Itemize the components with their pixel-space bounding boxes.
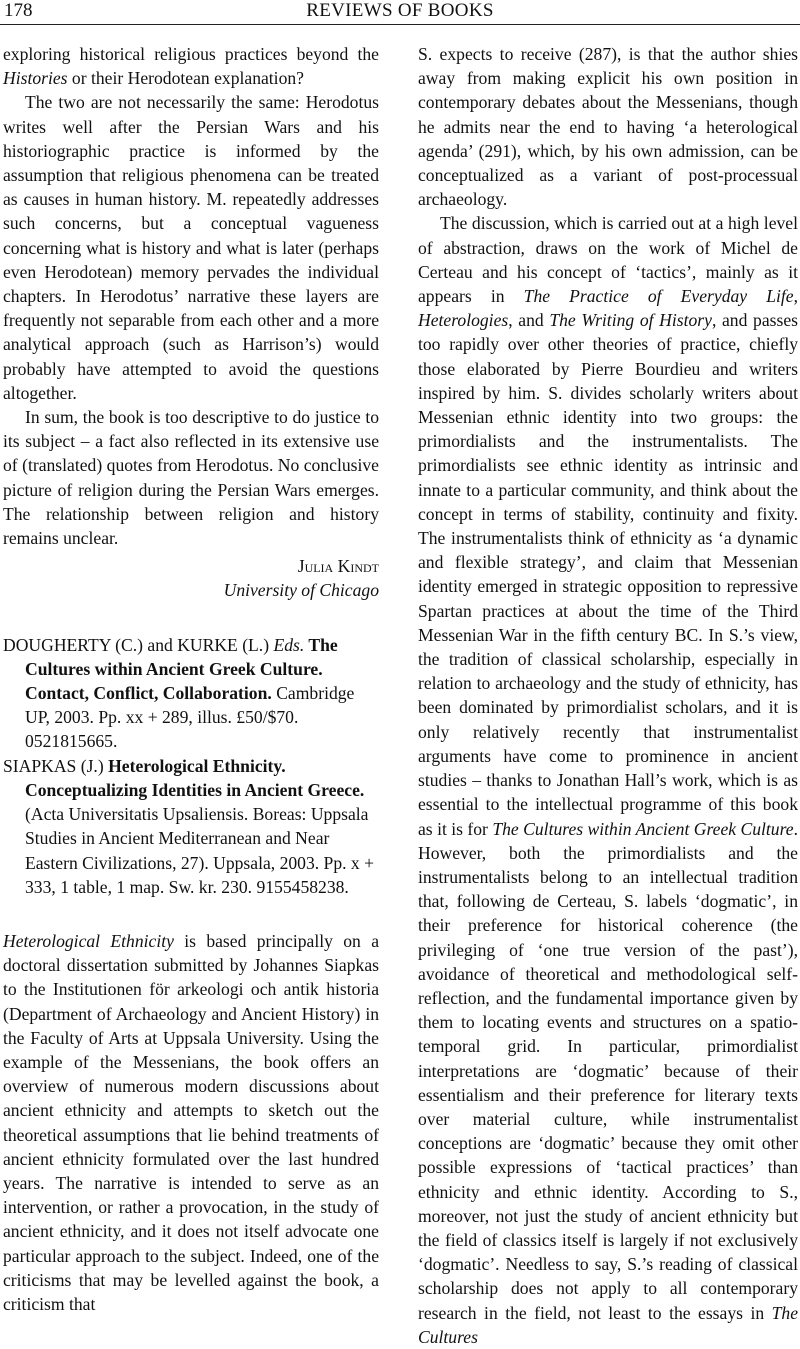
bibliographic-entry: DOUGHERTY (C.) and KURKE (L.) Eds. The Cultures within Ancient Greek Culture. Contact, Conflict, Collaboration. Cambridge UP, 2003. Pp. xx + 289, illus. £50/$70. 0521815665. <box>3 634 355 752</box>
running-header <box>0 0 800 25</box>
italic-title: Heterologies <box>418 310 509 331</box>
italic-title: The Cultures within Ancient Greek Culture <box>492 818 794 839</box>
reviewer-name: Julia Kindt <box>297 556 379 577</box>
paragraph: The discussion, which is carried out at a high level of abstraction, draws on the work of Michel de Certeau and his concept of ‘tactics’, mainly as it appears in The Practice of Everyday Life, Heterologies, and The Writing of History, and passes too rapidly over other theories of practice, chiefly those elaborated by Pierre Bourdieu and writers inspired by him. S. divides scholarly writers about Messenian ethnic identity into two groups: the primordialists and the instrumentalists. The primordialists see ethnic identity as intrinsic and innate to a particular community, and think about the concept in terms of stability, continuity and fixity. The instrumentalists think of ethnicity as ‘a dynamic and flexible strategy’, and claim that Messenian identity emerged in strategic opposition to repressive Spartan practices at about the time of the Third Messenian War in the fifth century BC. In S.’s view, the tradition of classical scholarship, especially in relation to archaeology and the study of ethnicity, has been dominated by primordialist scholars, and it is only relatively recently that instrumentalist arguments have come to prominence in ancient studies – thanks to Jonathan Hall’s work, which is as essential to the intellectual programme of this book as it is for The Cultures within Ancient Greek Culture. However, both the primordialists and the instrumentalists belong to an intellectual tradition that, following de Certeau, S. labels ‘dogmatic’, in their preference for historical coherence (the privileging of ‘one true version of the past’), avoidance of theoretical and methodological self-reflection, and the fundamental importance given by them to locating events and structures on a spatio-temporal grid. In particular, primordialist interpretations are ‘dogmatic’ because of their essentialism and their preference for literary texts over material culture, while instrumentalist conceptions are ‘dogmatic’ because they omit other possible expressions of ‘tactical practices’ than ethnicity and ethnic identity. According to S., moreover, not just the study of ancient ethnicity but the field of classics itself is largely if not exclusively ‘dogmatic’. Needless to say, S.’s reading of classical scholarship does not apply to all contemporary research in the field, not least to the essays in The Cultures <box>418 213 798 1347</box>
book-title: The Cultures within Ancient Greek Culture. Contact, Conflict, Collaboration. <box>25 634 338 704</box>
page-number: 178 <box>4 0 33 21</box>
running-head-title: REVIEWS OF BOOKS <box>306 0 494 21</box>
paragraph: The two are not necessarily the same: Herodotus writes well after the Persian Wars and his historiographic practice is informed by the assumption that religious phenomena can be treated as causes in human history. M. repeatedly addresses such concerns, but a conceptual vagueness concerning what is history and what is later (perhaps even Herodotean) memory pervades the individual chapters. In Herodotus’ narrative these layers are frequently not separable from each other and a more analytical approach (such as Harrison’s) would probably have attempted to avoid the questions altogether. <box>3 92 379 403</box>
reviewer-affiliation: University of Chicago <box>223 580 379 601</box>
italic-title: The Practice of Everyday Life <box>523 286 794 307</box>
paragraph: exploring historical religious practices beyond the Histories or their Herodotean explanation? <box>3 44 379 89</box>
italic-title: Heterological Ethnicity <box>3 930 174 951</box>
paragraph: Heterological Ethnicity is based principally on a doctoral dissertation submitted by Johannes Siapkas to the Institutionen för arkeologi och antik historia (Department of Archaeology and Ancient History) in the Faculty of Arts at Uppsala University. Using the example of the Messenians, the book offers an overview of numerous modern discussions about ancient ethnicity and attempts to sketch out the theoretical assumptions that lie behind treatments of ancient ethnicity formulated over the last hundred years. The narrative is intended to serve as an intervention, or rather a provocation, in the study of ancient ethnicity, and it does not itself advocate one particular approach to the subject. Indeed, one of the criticisms that may be levelled against the book, a criticism that <box>3 930 380 1314</box>
left-column <box>3 42 379 1316</box>
italic-title: Histories <box>3 68 68 89</box>
right-column <box>418 42 798 1349</box>
paragraph: In sum, the book is too descriptive to do justice to its subject – a fact also reflected in its extensive use of (translated) quotes from Herodotus. No conclusive picture of religion during the Persian Wars emerges. The relationship between religion and history remains unclear. <box>3 407 379 549</box>
book-title: Heterological Ethnicity. Conceptualizing Identities in Ancient Greece. <box>25 755 365 800</box>
italic-title: The Cultures <box>418 1302 798 1347</box>
paragraph: S. expects to receive (287), is that the author shies away from making explicit his own position in contemporary debates about the Messenians, though he admits near the end to having ‘a heterological agenda’ (291), which, by his own admission, can be conceptualized as a variant of post-processual archaeology. <box>418 44 798 210</box>
bibliographic-entry: SIAPKAS (J.) Heterological Ethnicity. Conceptualizing Identities in Ancient Greece. (Acta Universitatis Upsaliensis. Boreas: Uppsala Studies in Ancient Mediterranean and Near Eastern Civilizations, 27). Uppsala, 2003. Pp. x + 333, 1 table, 1 map. Sw. kr. 230. 9155458238. <box>3 755 375 897</box>
italic-title: The Writing of History <box>549 310 712 331</box>
